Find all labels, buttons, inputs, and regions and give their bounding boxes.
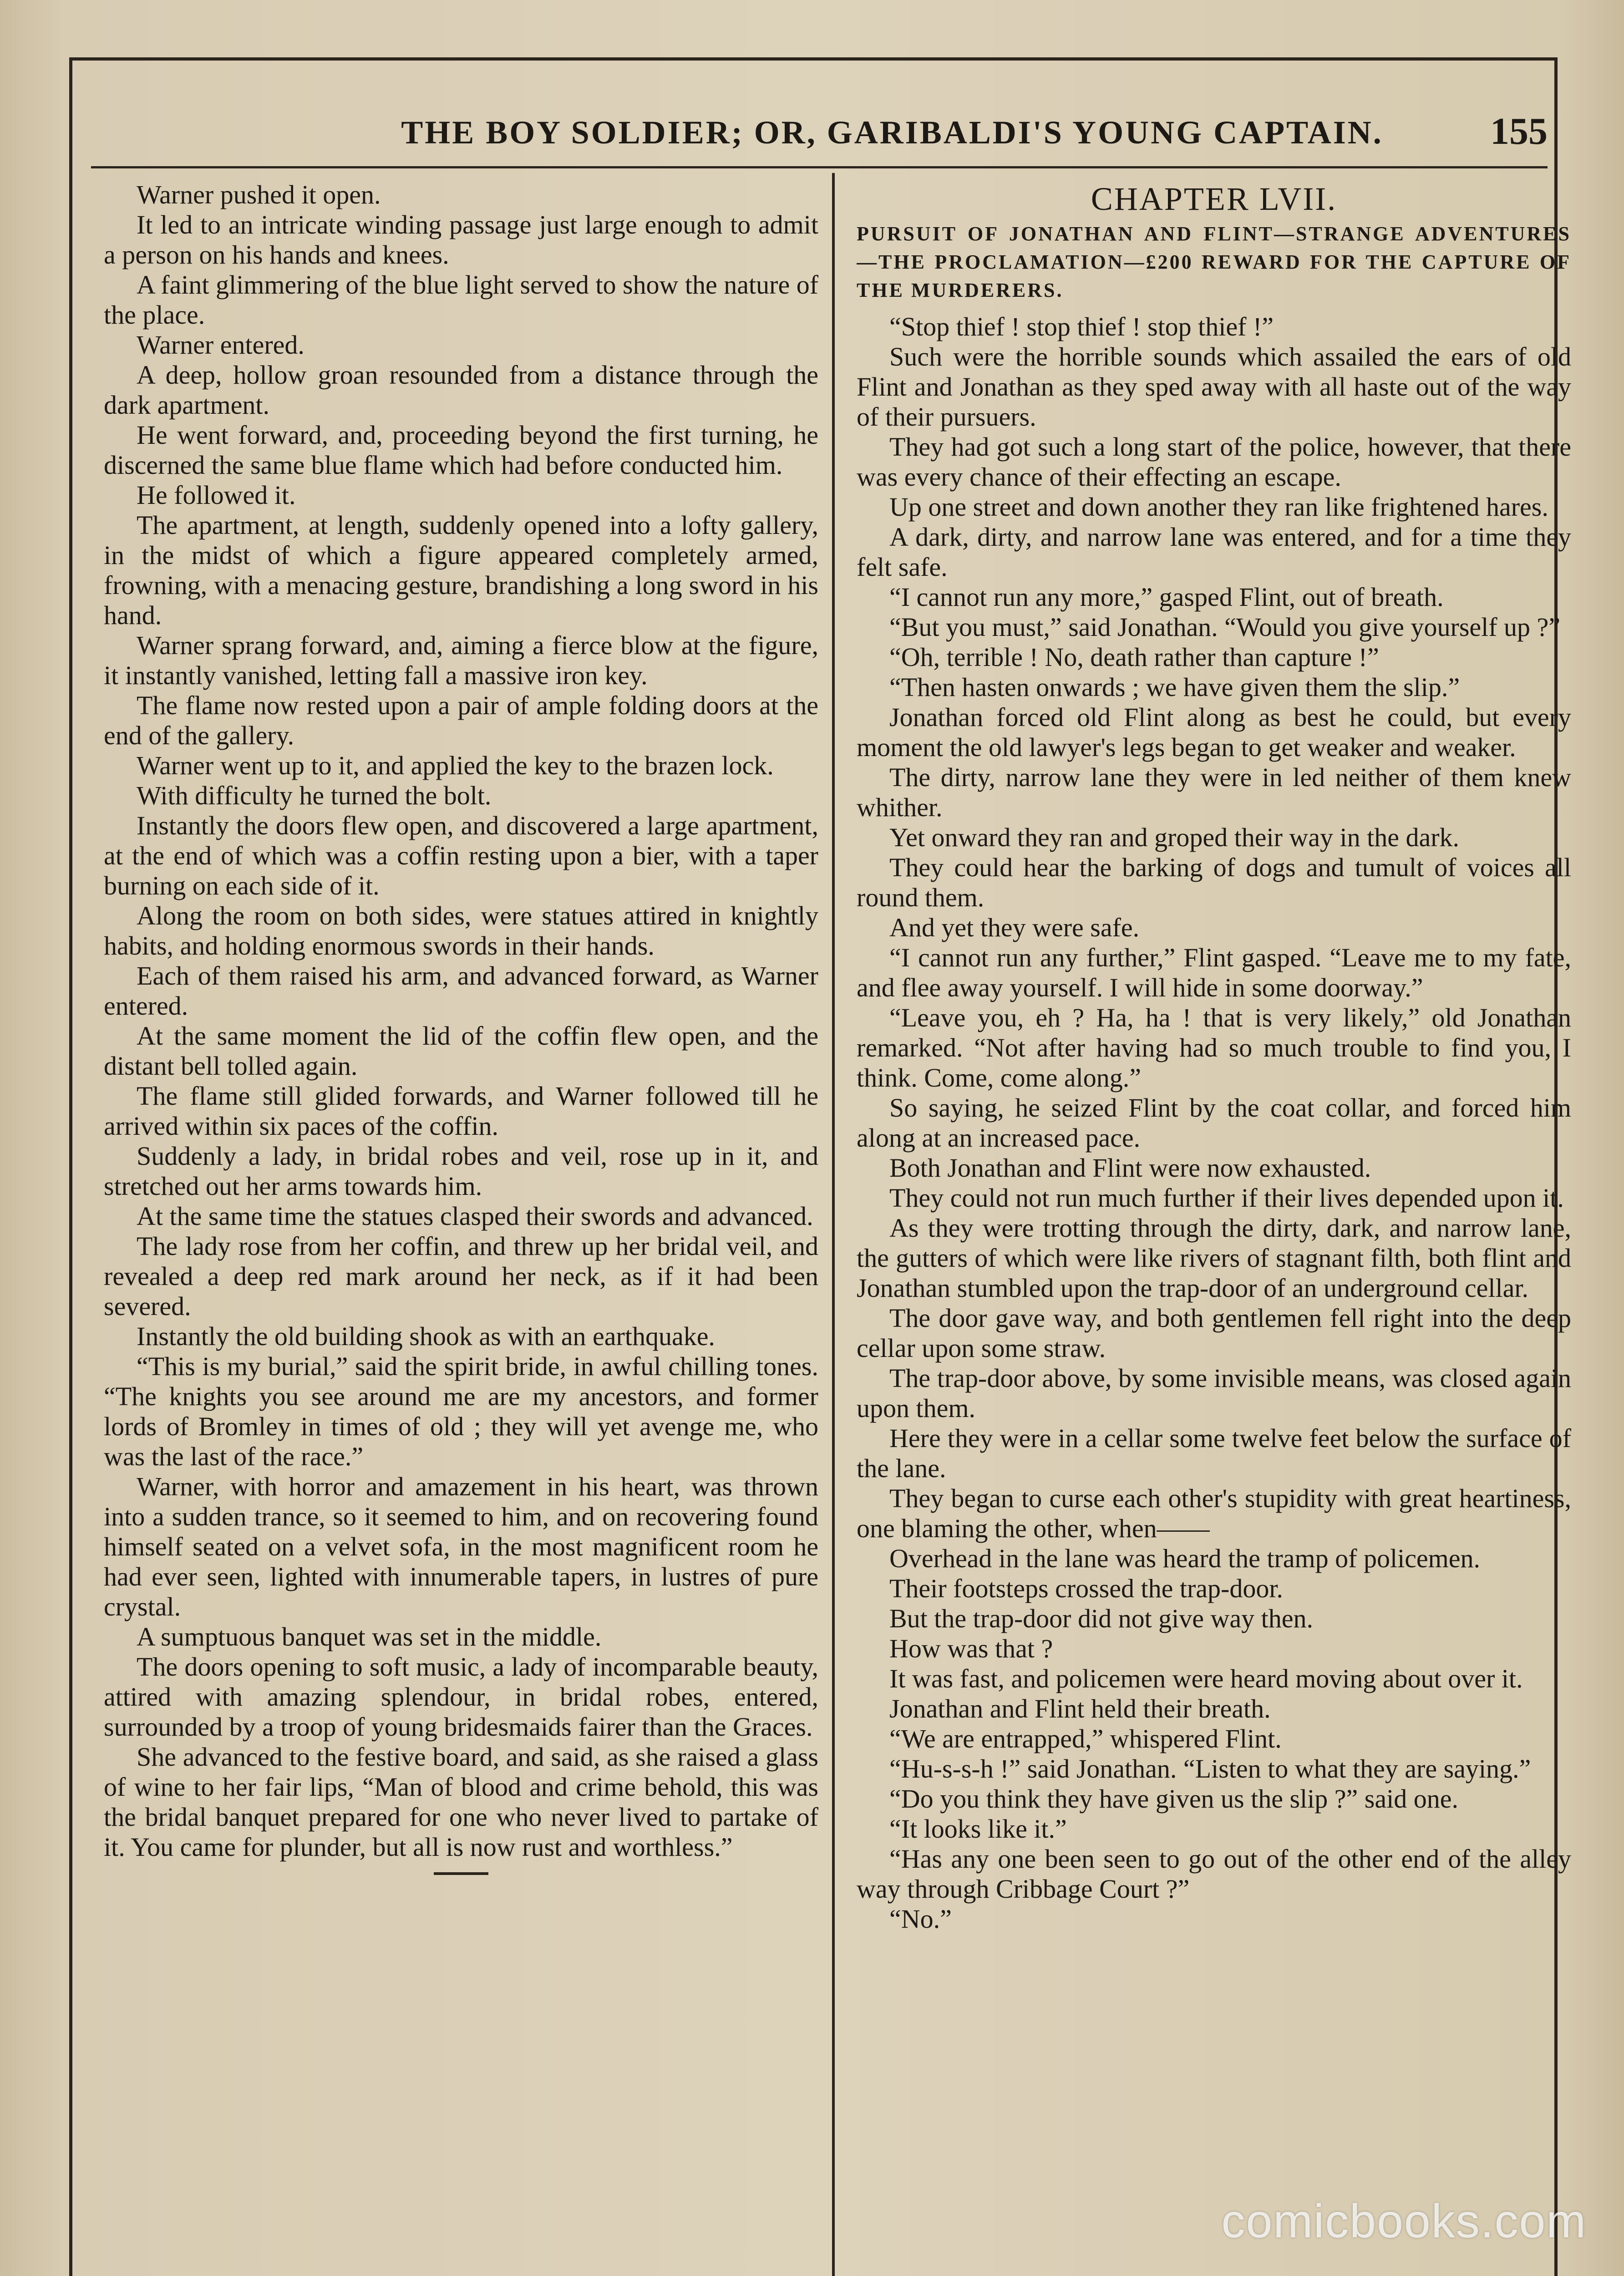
paragraph: At the same moment the lid of the coffin flew open, and the distant bell tolled again. [104, 1021, 818, 1081]
paragraph: They had got such a long start of the police, however, that there was every chance of their effecting an escape. [857, 432, 1571, 492]
paragraph: Warner pushed it open. [137, 180, 381, 209]
paragraph: With difficulty he turned the bolt. [137, 781, 492, 810]
page-number: 155 [1490, 110, 1548, 152]
paragraph: They could not run much further if their lives depended upon it. [889, 1183, 1564, 1213]
paragraph: It was fast, and policemen were heard moving about over it. [889, 1664, 1523, 1693]
paragraph: Warner, with horror and amazement in his heart, was thrown into a sudden trance, so it seemed to him, and on recovering found himself seated on a velvet sofa, in the most magnificent room he had ever seen, lighted with innumerable tapers, in lustres of pure crystal. [104, 1472, 818, 1621]
paragraph: The flame still glided forwards, and Warner followed till he arrived within six paces of the coffin. [104, 1081, 818, 1141]
paragraph: Instantly the old building shook as with an earthquake. [137, 1321, 715, 1351]
paragraph: The door gave way, and both gentlemen fell right into the deep cellar upon some straw. [857, 1303, 1571, 1363]
paragraph: “This is my burial,” said the spirit bride, in awful chilling tones. “The knights you see around me are my ancestors, and former lords of Bromley in times of old ; they will yet avenge me, who was the last of the race.” [104, 1351, 818, 1471]
left-column [104, 180, 818, 2276]
chapter-synopsis: PURSUIT OF JONATHAN AND FLINT—STRANGE ADVENTURES—THE PROCLAMATION—£200 REWARD FOR THE CAPTURE OF THE MURDERERS. [857, 223, 1571, 301]
paragraph: Jonathan and Flint held their breath. [889, 1694, 1271, 1723]
right-paragraphs [857, 312, 1571, 1934]
paragraph: Suddenly a lady, in bridal robes and veil, rose up in it, and stretched out her arms towards him. [104, 1141, 818, 1201]
paragraph: She advanced to the festive board, and said, as she raised a glass of wine to her fair lips, “Man of blood and crime behold, this was the bridal banquet prepared for one who never lived to partake of it. You came for plunder, but all is now rust and worthless.” [104, 1742, 818, 1862]
paragraph: Warner sprang forward, and, aiming a fierce blow at the figure, it instantly vanished, letting fall a massive iron key. [104, 630, 818, 690]
paragraph: As they were trotting through the dirty, dark, and narrow lane, the gutters of which were like rivers of stagnant filth, both flint and Jonathan stumbled upon the trap-door of an underground cellar. [857, 1213, 1571, 1303]
watermark-text: comicbooks.com [1221, 2195, 1587, 2248]
paragraph: “Oh, terrible ! No, death rather than capture !” [889, 642, 1379, 672]
paragraph: “Then hasten onwards ; we have given them the slip.” [889, 672, 1460, 702]
paragraph: Here they were in a cellar some twelve feet below the surface of the lane. [857, 1423, 1571, 1483]
header-rule [91, 166, 1548, 168]
paragraph: A dark, dirty, and narrow lane was entered, and for a time they felt safe. [857, 522, 1571, 582]
paragraph: “I cannot run any further,” Flint gasped. “Leave me to my fate, and flee away yourself. I will hide in some doorway.” [857, 943, 1571, 1002]
paragraph: “But you must,” said Jonathan. “Would you give yourself up ?” [889, 612, 1561, 642]
paragraph: “Hu-s-s-h !” said Jonathan. “Listen to what they are saying.” [889, 1754, 1531, 1783]
paragraph: The flame now rested upon a pair of ample folding doors at the end of the gallery. [104, 691, 818, 750]
paragraph: Overhead in the lane was heard the tramp of policemen. [889, 1544, 1481, 1573]
paragraph: Such were the horrible sounds which assailed the ears of old Flint and Jonathan as they sped away with all haste out of the way of their pursuers. [857, 342, 1571, 432]
chapter-title: CHAPTER LVII. [1091, 181, 1337, 217]
paragraph: Warner went up to it, and applied the key to the brazen lock. [137, 751, 774, 780]
paragraph: They could hear the barking of dogs and tumult of voices all round them. [857, 853, 1571, 912]
paragraph: And yet they were safe. [889, 913, 1140, 942]
running-title: THE BOY SOLDIER; OR, GARIBALDI'S YOUNG CAPTAIN. [401, 114, 1383, 151]
paragraph: The trap-door above, by some invisible means, was closed again upon them. [857, 1363, 1571, 1423]
paragraph: Both Jonathan and Flint were now exhausted. [889, 1153, 1371, 1183]
paragraph: The dirty, narrow lane they were in led neither of them knew whither. [857, 762, 1571, 822]
paragraph: Along the room on both sides, were statues attired in knightly habits, and holding enormous swords in their hands. [104, 901, 818, 960]
paragraph: It led to an intricate winding passage just large enough to admit a person on his hands and knees. [104, 210, 818, 269]
paragraph: At the same time the statues clasped their swords and advanced. [137, 1201, 813, 1231]
paragraph: A faint glimmering of the blue light served to show the nature of the place. [104, 270, 818, 330]
column-divider [832, 173, 835, 2276]
paragraph: Yet onward they ran and groped their way in the dark. [889, 823, 1460, 852]
paragraph: “Has any one been seen to go out of the other end of the alley way through Cribbage Court ?” [857, 1844, 1571, 1904]
paragraph: “It looks like it.” [889, 1814, 1067, 1844]
paragraph: “Leave you, eh ? Ha, ha ! that is very likely,” old Jonathan remarked. “Not after having had so much trouble to find you, I think. Come, come along.” [857, 1003, 1571, 1092]
paragraph: The lady rose from her coffin, and threw up her bridal veil, and revealed a deep red mark around her neck, as if it had been severed. [104, 1231, 818, 1321]
paragraph: A sumptuous banquet was set in the middle. [137, 1622, 602, 1651]
paragraph: “We are entrapped,” whispered Flint. [889, 1724, 1282, 1753]
paragraph: Instantly the doors flew open, and discovered a large apartment, at the end of which was a coffin resting upon a bier, with a taper burning on each side of it. [104, 811, 818, 900]
section-end-rule [434, 1872, 488, 1875]
paragraph: But the trap-door did not give way then. [889, 1604, 1314, 1633]
paragraph: They began to curse each other's stupidity with great heartiness, one blaming the other, when—— [857, 1483, 1571, 1543]
paragraph: How was that ? [889, 1634, 1053, 1663]
paragraph: The apartment, at length, suddenly opened into a lofty gallery, in the midst of which a figure appeared completely armed, frowning, with a menacing gesture, brandishing a long sword in his hand. [104, 510, 818, 630]
paragraph: Each of them raised his arm, and advanced forward, as Warner entered. [104, 961, 818, 1021]
paragraph: So saying, he seized Flint by the coat collar, and forced him along at an increased pace. [857, 1093, 1571, 1153]
paragraph: The doors opening to soft music, a lady of incomparable beauty, attired with amazing splendour, in bridal robes, entered, surrounded by a troop of young bridesmaids fairer than the Graces. [104, 1652, 818, 1742]
paragraph: He followed it. [137, 480, 296, 510]
paragraph: Up one street and down another they ran like frightened hares. [889, 492, 1548, 522]
paragraph: “I cannot run any more,” gasped Flint, out of breath. [889, 582, 1444, 612]
running-head [114, 110, 1548, 164]
paragraph: “Stop thief ! stop thief ! stop thief !” [889, 312, 1274, 341]
paragraph: “Do you think they have given us the slip ?” said one. [889, 1784, 1458, 1814]
paragraph: Their footsteps crossed the trap-door. [889, 1574, 1283, 1603]
paragraph: A deep, hollow groan resounded from a distance through the dark apartment. [104, 360, 818, 420]
paragraph: Jonathan forced old Flint along as best he could, but every moment the old lawyer's legs began to get weaker and weaker. [857, 702, 1571, 762]
right-column [857, 180, 1571, 2276]
paragraph: “No.” [889, 1904, 952, 1934]
paragraph: He went forward, and, proceeding beyond the first turning, he discerned the same blue flame which had before conducted him. [104, 420, 818, 480]
paragraph: Warner entered. [137, 330, 304, 360]
